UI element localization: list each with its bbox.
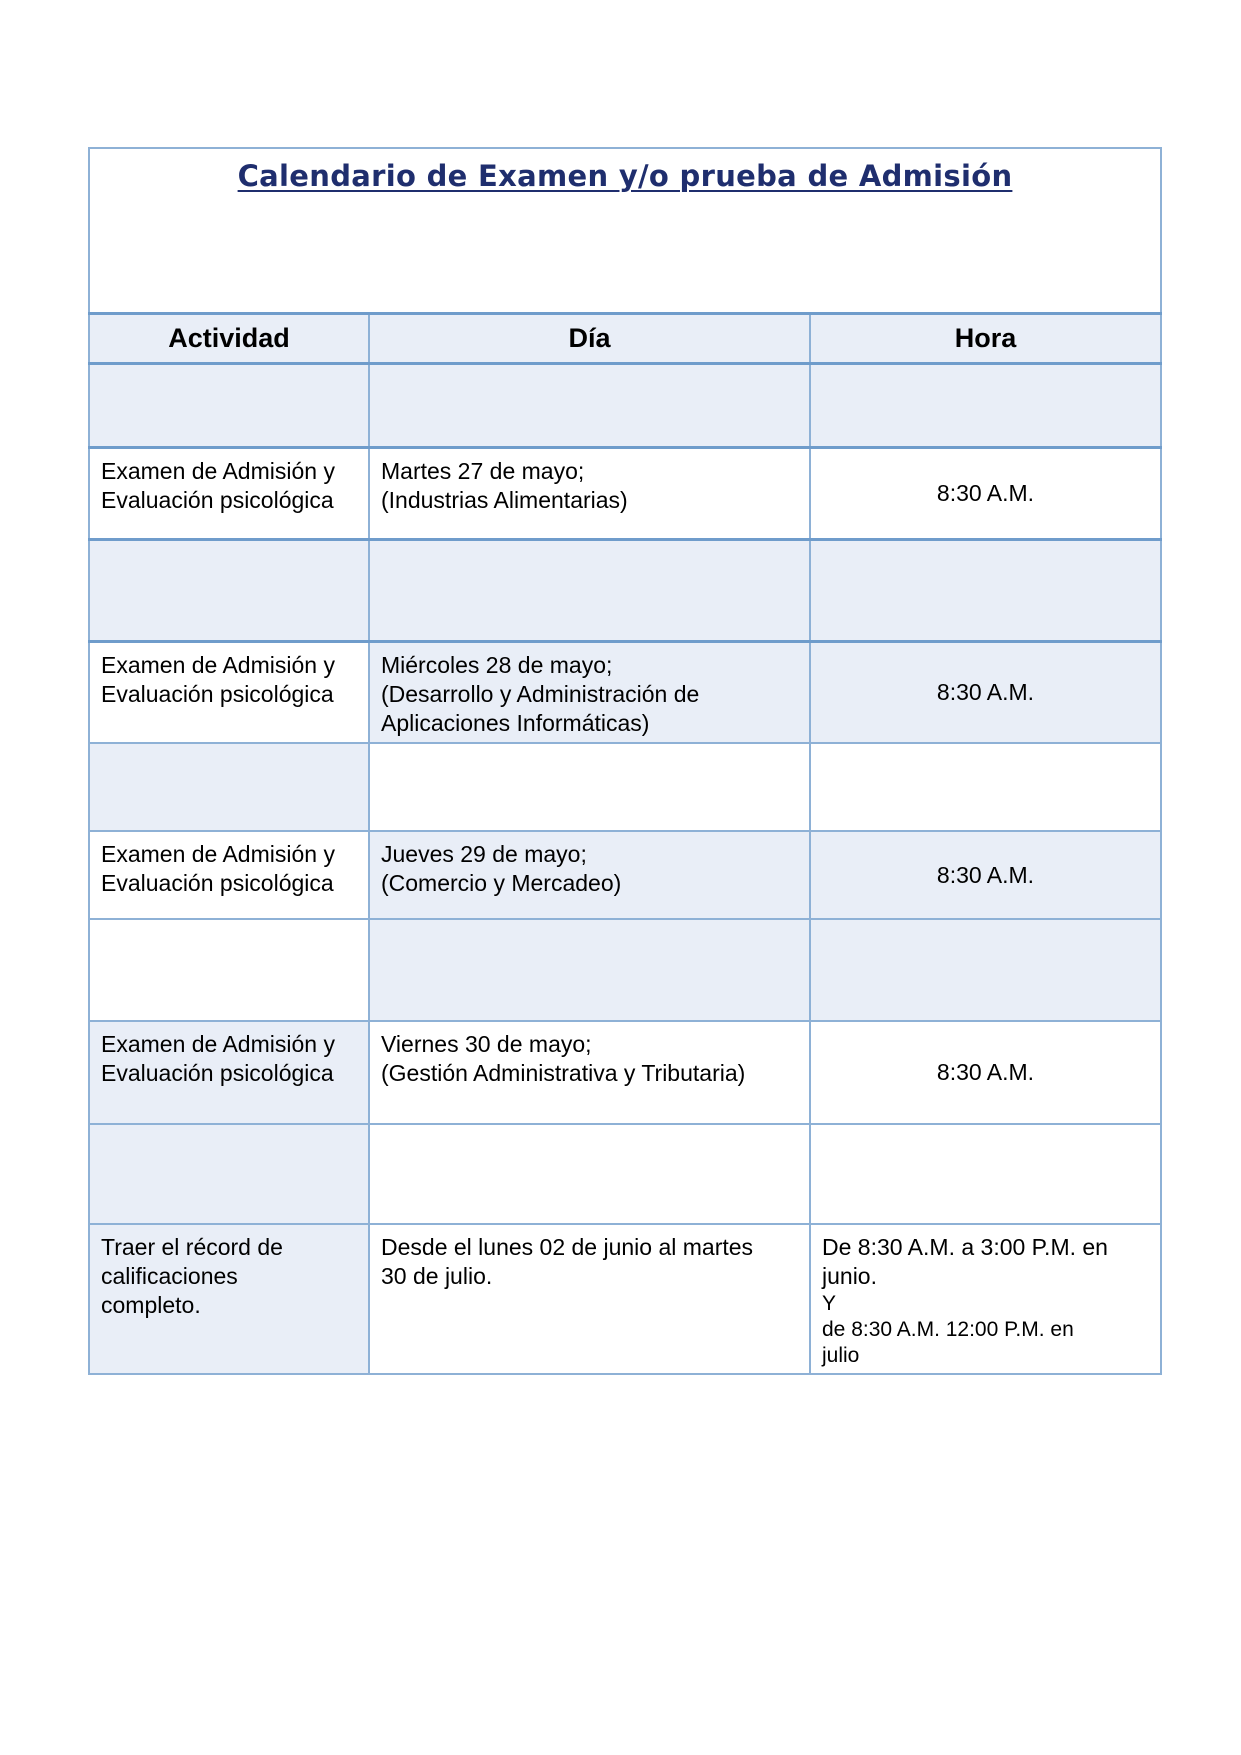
actividad-cell <box>89 831 369 919</box>
table-row <box>89 1021 1161 1124</box>
empty-cell <box>810 539 1161 641</box>
hora-cell: 8:30 A.M. <box>810 447 1161 539</box>
spacer-row <box>89 363 1161 447</box>
table-row <box>89 1224 1161 1374</box>
empty-cell <box>89 919 369 1021</box>
table-row <box>89 641 1161 743</box>
actividad-cell <box>89 447 369 539</box>
actividad-line: Traer el récord de <box>101 1234 283 1260</box>
empty-cell <box>89 743 369 831</box>
actividad-line: Examen de Admisión y <box>101 651 335 678</box>
empty-cell <box>810 1124 1161 1224</box>
dia-cell <box>369 447 810 539</box>
actividad-line: Evaluación psicológica <box>101 1060 334 1086</box>
actividad-line: Evaluación psicológica <box>101 680 334 707</box>
header-row <box>89 313 1161 363</box>
empty-cell <box>369 1124 810 1224</box>
spacer-row <box>89 1124 1161 1224</box>
actividad-line: Examen de Admisión y <box>101 1031 335 1057</box>
empty-cell <box>89 539 369 641</box>
dia-line: (Industrias Alimentarias) <box>381 486 628 513</box>
dia-line: (Comercio y Mercadeo) <box>381 870 622 896</box>
schedule-table <box>88 147 1162 1375</box>
hora-cell: 8:30 A.M. <box>810 1021 1161 1124</box>
hora-line: junio. <box>822 1263 877 1289</box>
table-row <box>89 447 1161 539</box>
actividad-cell <box>89 1224 369 1374</box>
actividad-cell <box>89 1021 369 1124</box>
dia-line: Martes 27 de mayo; <box>381 457 585 484</box>
document-title: Calendario de Examen y/o prueba de Admisión <box>237 159 1013 193</box>
table-row <box>89 831 1161 919</box>
actividad-line: calificaciones <box>101 1263 238 1289</box>
spacer-row <box>89 919 1161 1021</box>
dia-line: 30 de julio. <box>381 1263 493 1289</box>
dia-line: Jueves 29 de mayo; <box>381 841 587 867</box>
title-row <box>89 148 1161 313</box>
dia-cell <box>369 1224 810 1374</box>
hora-cell: 8:30 A.M. <box>810 831 1161 919</box>
title-cell <box>89 148 1161 313</box>
actividad-cell <box>89 641 369 743</box>
hora-line: de 8:30 A.M. 12:00 P.M. en <box>822 1318 1074 1341</box>
hora-line: julio <box>822 1344 860 1367</box>
dia-line: Desde el lunes 02 de junio al martes <box>381 1234 754 1260</box>
hora-line: Y <box>822 1292 837 1315</box>
column-header-dia: Día <box>369 313 810 363</box>
spacer-row <box>89 743 1161 831</box>
dia-line: (Gestión Administrativa y Tributaria) <box>381 1060 746 1086</box>
dia-cell <box>369 1021 810 1124</box>
dia-cell <box>369 831 810 919</box>
dia-line: Miércoles 28 de mayo; <box>381 651 613 678</box>
hora-cell: 8:30 A.M. <box>810 641 1161 743</box>
empty-cell <box>810 919 1161 1021</box>
dia-line: (Desarrollo y Administración de <box>381 680 700 707</box>
dia-line: Viernes 30 de mayo; <box>381 1031 592 1057</box>
hora-cell <box>810 1224 1161 1374</box>
dia-cell <box>369 641 810 743</box>
empty-cell <box>369 539 810 641</box>
empty-cell <box>369 919 810 1021</box>
dia-line: Aplicaciones Informáticas) <box>381 709 650 736</box>
actividad-line: Evaluación psicológica <box>101 486 334 513</box>
spacer-row <box>89 539 1161 641</box>
empty-cell <box>89 1124 369 1224</box>
actividad-line: Examen de Admisión y <box>101 841 335 867</box>
empty-cell <box>89 363 369 447</box>
empty-cell <box>369 363 810 447</box>
empty-cell <box>369 743 810 831</box>
empty-cell <box>810 363 1161 447</box>
actividad-line: completo. <box>101 1292 201 1318</box>
actividad-line: Evaluación psicológica <box>101 870 334 896</box>
hora-line: De 8:30 A.M. a 3:00 P.M. en <box>822 1234 1108 1260</box>
empty-cell <box>810 743 1161 831</box>
column-header-hora: Hora <box>810 313 1161 363</box>
column-header-actividad: Actividad <box>89 313 369 363</box>
actividad-line: Examen de Admisión y <box>101 457 335 484</box>
